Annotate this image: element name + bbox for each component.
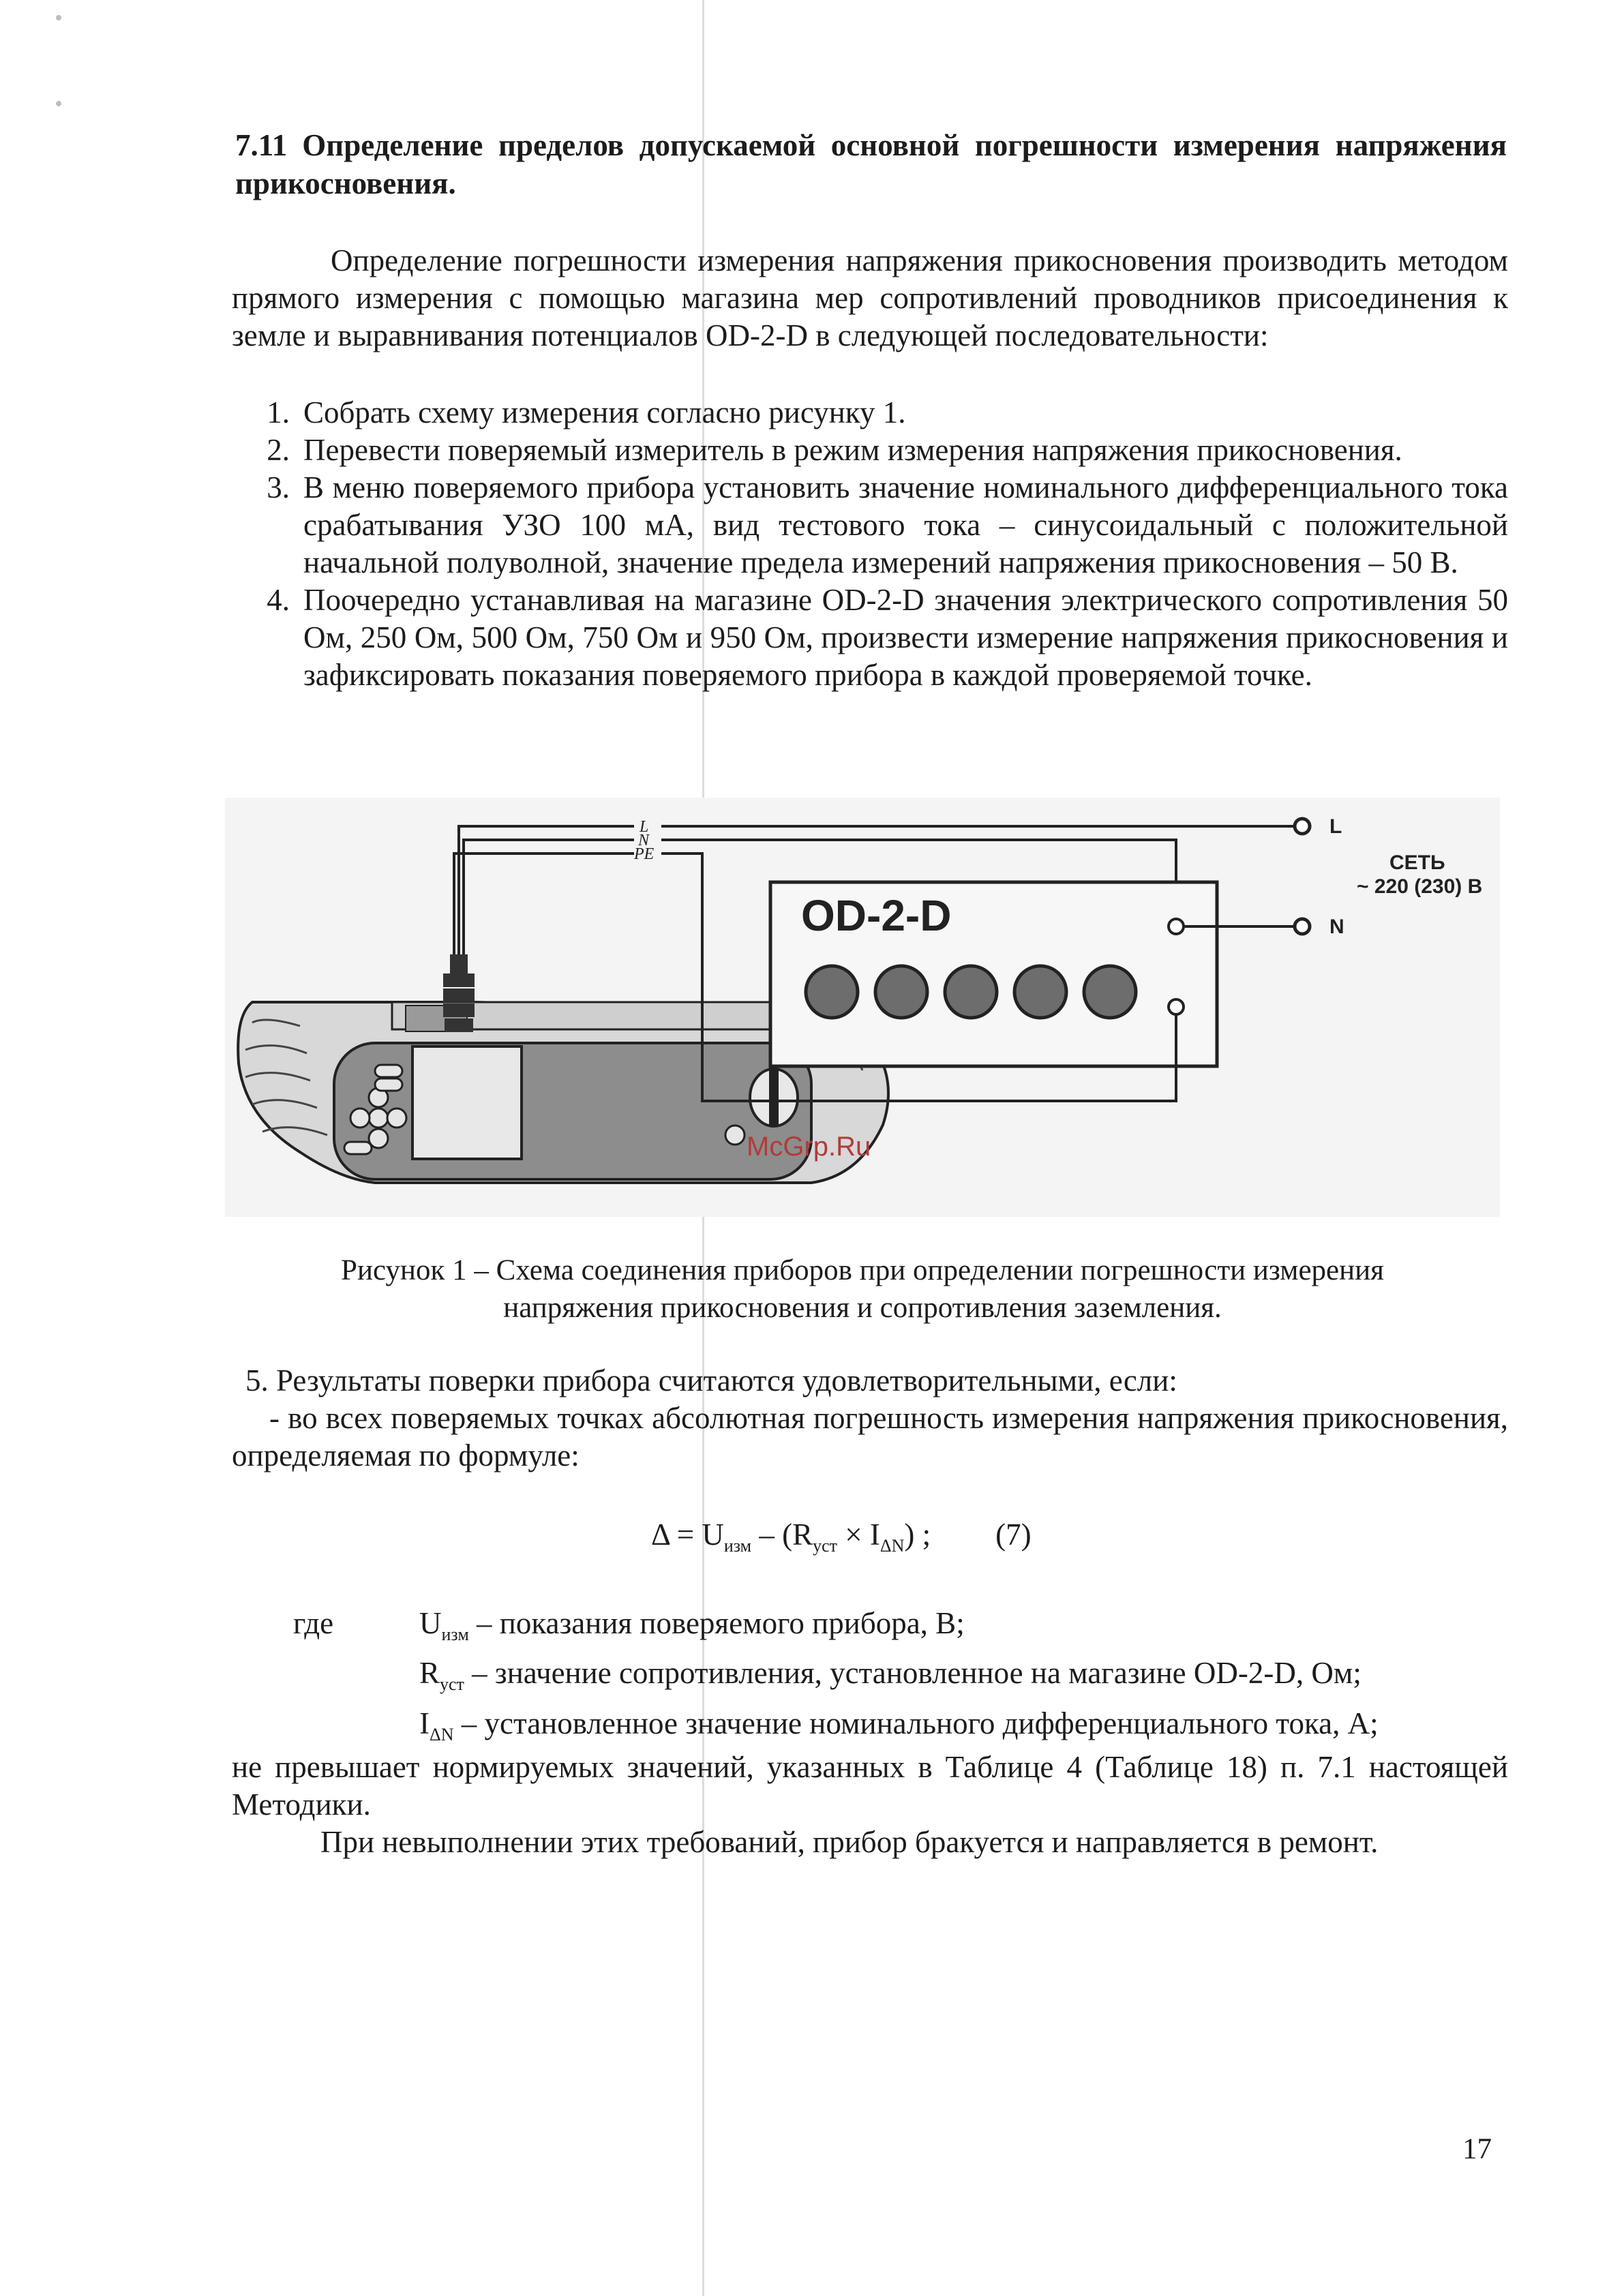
device-label: OD-2-D xyxy=(801,891,952,940)
symbol-u: U xyxy=(419,1606,442,1640)
formula-i-subscript: ΔN xyxy=(879,1536,905,1556)
definition-text: – значение сопротивления, установленное на магазине OD-2-D, Ом; xyxy=(464,1656,1362,1690)
formula xyxy=(651,1517,1032,1556)
step-text: В меню поверяемого прибора установить значение номинального дифференциального тока срабатывания УЗО 100 мА, вид тестового тока – синусоидальный с положительной начальной полуволной, значение предела измерений напряжения прикосновения – 50 В. xyxy=(303,470,1508,579)
procedure-steps xyxy=(232,394,1508,694)
step5-block xyxy=(232,1362,1508,1475)
definition-i xyxy=(419,1706,1510,1745)
where-label: где xyxy=(293,1606,334,1640)
caption-line: напряжения прикосновения и сопротивления заземления. xyxy=(503,1292,1222,1324)
mains-label: СЕТЬ xyxy=(1389,851,1445,874)
list-item xyxy=(232,581,1508,694)
resistance-knob xyxy=(806,966,858,1018)
step-text: Собрать схему измерения согласно рисунку 1. xyxy=(303,395,906,429)
step-text: Поочередно устанавливая на магазине OD-2-D значения электрического сопротивления 50 Ом, 250 Ом, 500 Ом, 750 Ом и 950 Ом, произвести измерение напряжения прикосновения и зафиксировать показания поверяемого прибора в каждой проверяемой точке. xyxy=(303,583,1508,692)
section-title: Определение пределов допускаемой основной погрешности измерения напряжения прикосновения. xyxy=(235,128,1507,200)
definition-u xyxy=(419,1605,1510,1645)
formula-delta: Δ = U xyxy=(651,1517,724,1552)
step-number: 2. xyxy=(267,433,290,467)
list-item xyxy=(232,432,1508,469)
formula-u-subscript: изм xyxy=(723,1536,752,1556)
terminal-label-l: L xyxy=(1329,815,1342,838)
terminal-l xyxy=(1295,819,1310,834)
step-number: 4. xyxy=(267,583,290,617)
connector-plug-icon xyxy=(443,954,475,1032)
formula-close: ) ; xyxy=(904,1517,931,1552)
equation-number: (7) xyxy=(995,1517,1032,1552)
step5-text: 5. Результаты поверки прибора считаются удовлетворительными, если: xyxy=(245,1363,1177,1398)
conclusion-paragraph: не превышает нормируемых значений, указанных в Таблице 4 (Таблице 18) п. 7.1 настоящей Методики. xyxy=(232,1750,1508,1822)
step5-bullet: - во всех поверяемых точках абсолютная погрешность измерения напряжения прикосновения, определяемая по формуле: xyxy=(232,1401,1508,1472)
symbol-r-subscript: уст xyxy=(440,1674,464,1694)
definition-text: – установленное значение номинального дифференциального тока, А; xyxy=(453,1706,1379,1740)
terminal-od-n xyxy=(1169,919,1184,934)
intro-paragraph: Определение погрешности измерения напряжения прикосновения производить методом прямого измерения с помощью магазина мер сопротивлений проводников присоединения к земле и выравнивания потенциалов OD-2-D в следующей последовательности: xyxy=(232,243,1508,352)
formula-r: – (R xyxy=(751,1517,813,1552)
figure-caption xyxy=(273,1252,1452,1327)
symbol-u-subscript: изм xyxy=(441,1625,469,1644)
scan-mark xyxy=(56,101,61,106)
definition-text: – показания поверяемого прибора, В; xyxy=(468,1606,965,1640)
final-paragraph: При невыполнении этих требований, прибор бракуется и направляется в ремонт. xyxy=(320,1825,1379,1859)
resistance-knob xyxy=(945,966,997,1018)
wire-label-l: L xyxy=(640,818,649,836)
terminal-label-n: N xyxy=(1329,916,1344,938)
resistance-knob xyxy=(875,966,927,1018)
scan-mark xyxy=(56,15,61,20)
symbol-r: R xyxy=(419,1656,440,1690)
formula-i: × I xyxy=(837,1517,880,1552)
wire-label-pe: PE xyxy=(634,845,655,863)
symbol-i: I xyxy=(419,1706,430,1740)
section-number: 7.11 xyxy=(235,128,288,162)
page-number: 17 xyxy=(1462,2133,1492,2165)
step-number: 3. xyxy=(267,470,290,504)
terminal-od-pe xyxy=(1169,999,1184,1014)
list-item xyxy=(232,394,1508,432)
watermark: McGrp.Ru xyxy=(747,1132,871,1162)
caption-line: Рисунок 1 – Схема соединения приборов при определении погрешности измерения xyxy=(341,1254,1384,1286)
symbol-i-subscript: ΔN xyxy=(430,1725,454,1744)
list-item xyxy=(232,469,1508,581)
definition-r xyxy=(419,1655,1510,1695)
terminal-n xyxy=(1295,919,1310,934)
mains-voltage: ~ 220 (230) В xyxy=(1357,875,1483,898)
formula-r-subscript: уст xyxy=(813,1536,838,1556)
wire-label-n: N xyxy=(638,832,650,849)
step-number: 1. xyxy=(267,395,290,429)
resistance-knob xyxy=(1084,966,1136,1018)
section-heading xyxy=(235,126,1507,202)
resistance-knob xyxy=(1014,966,1066,1018)
step-text: Перевести поверяемый измеритель в режим измерения напряжения прикосновения. xyxy=(303,433,1402,467)
